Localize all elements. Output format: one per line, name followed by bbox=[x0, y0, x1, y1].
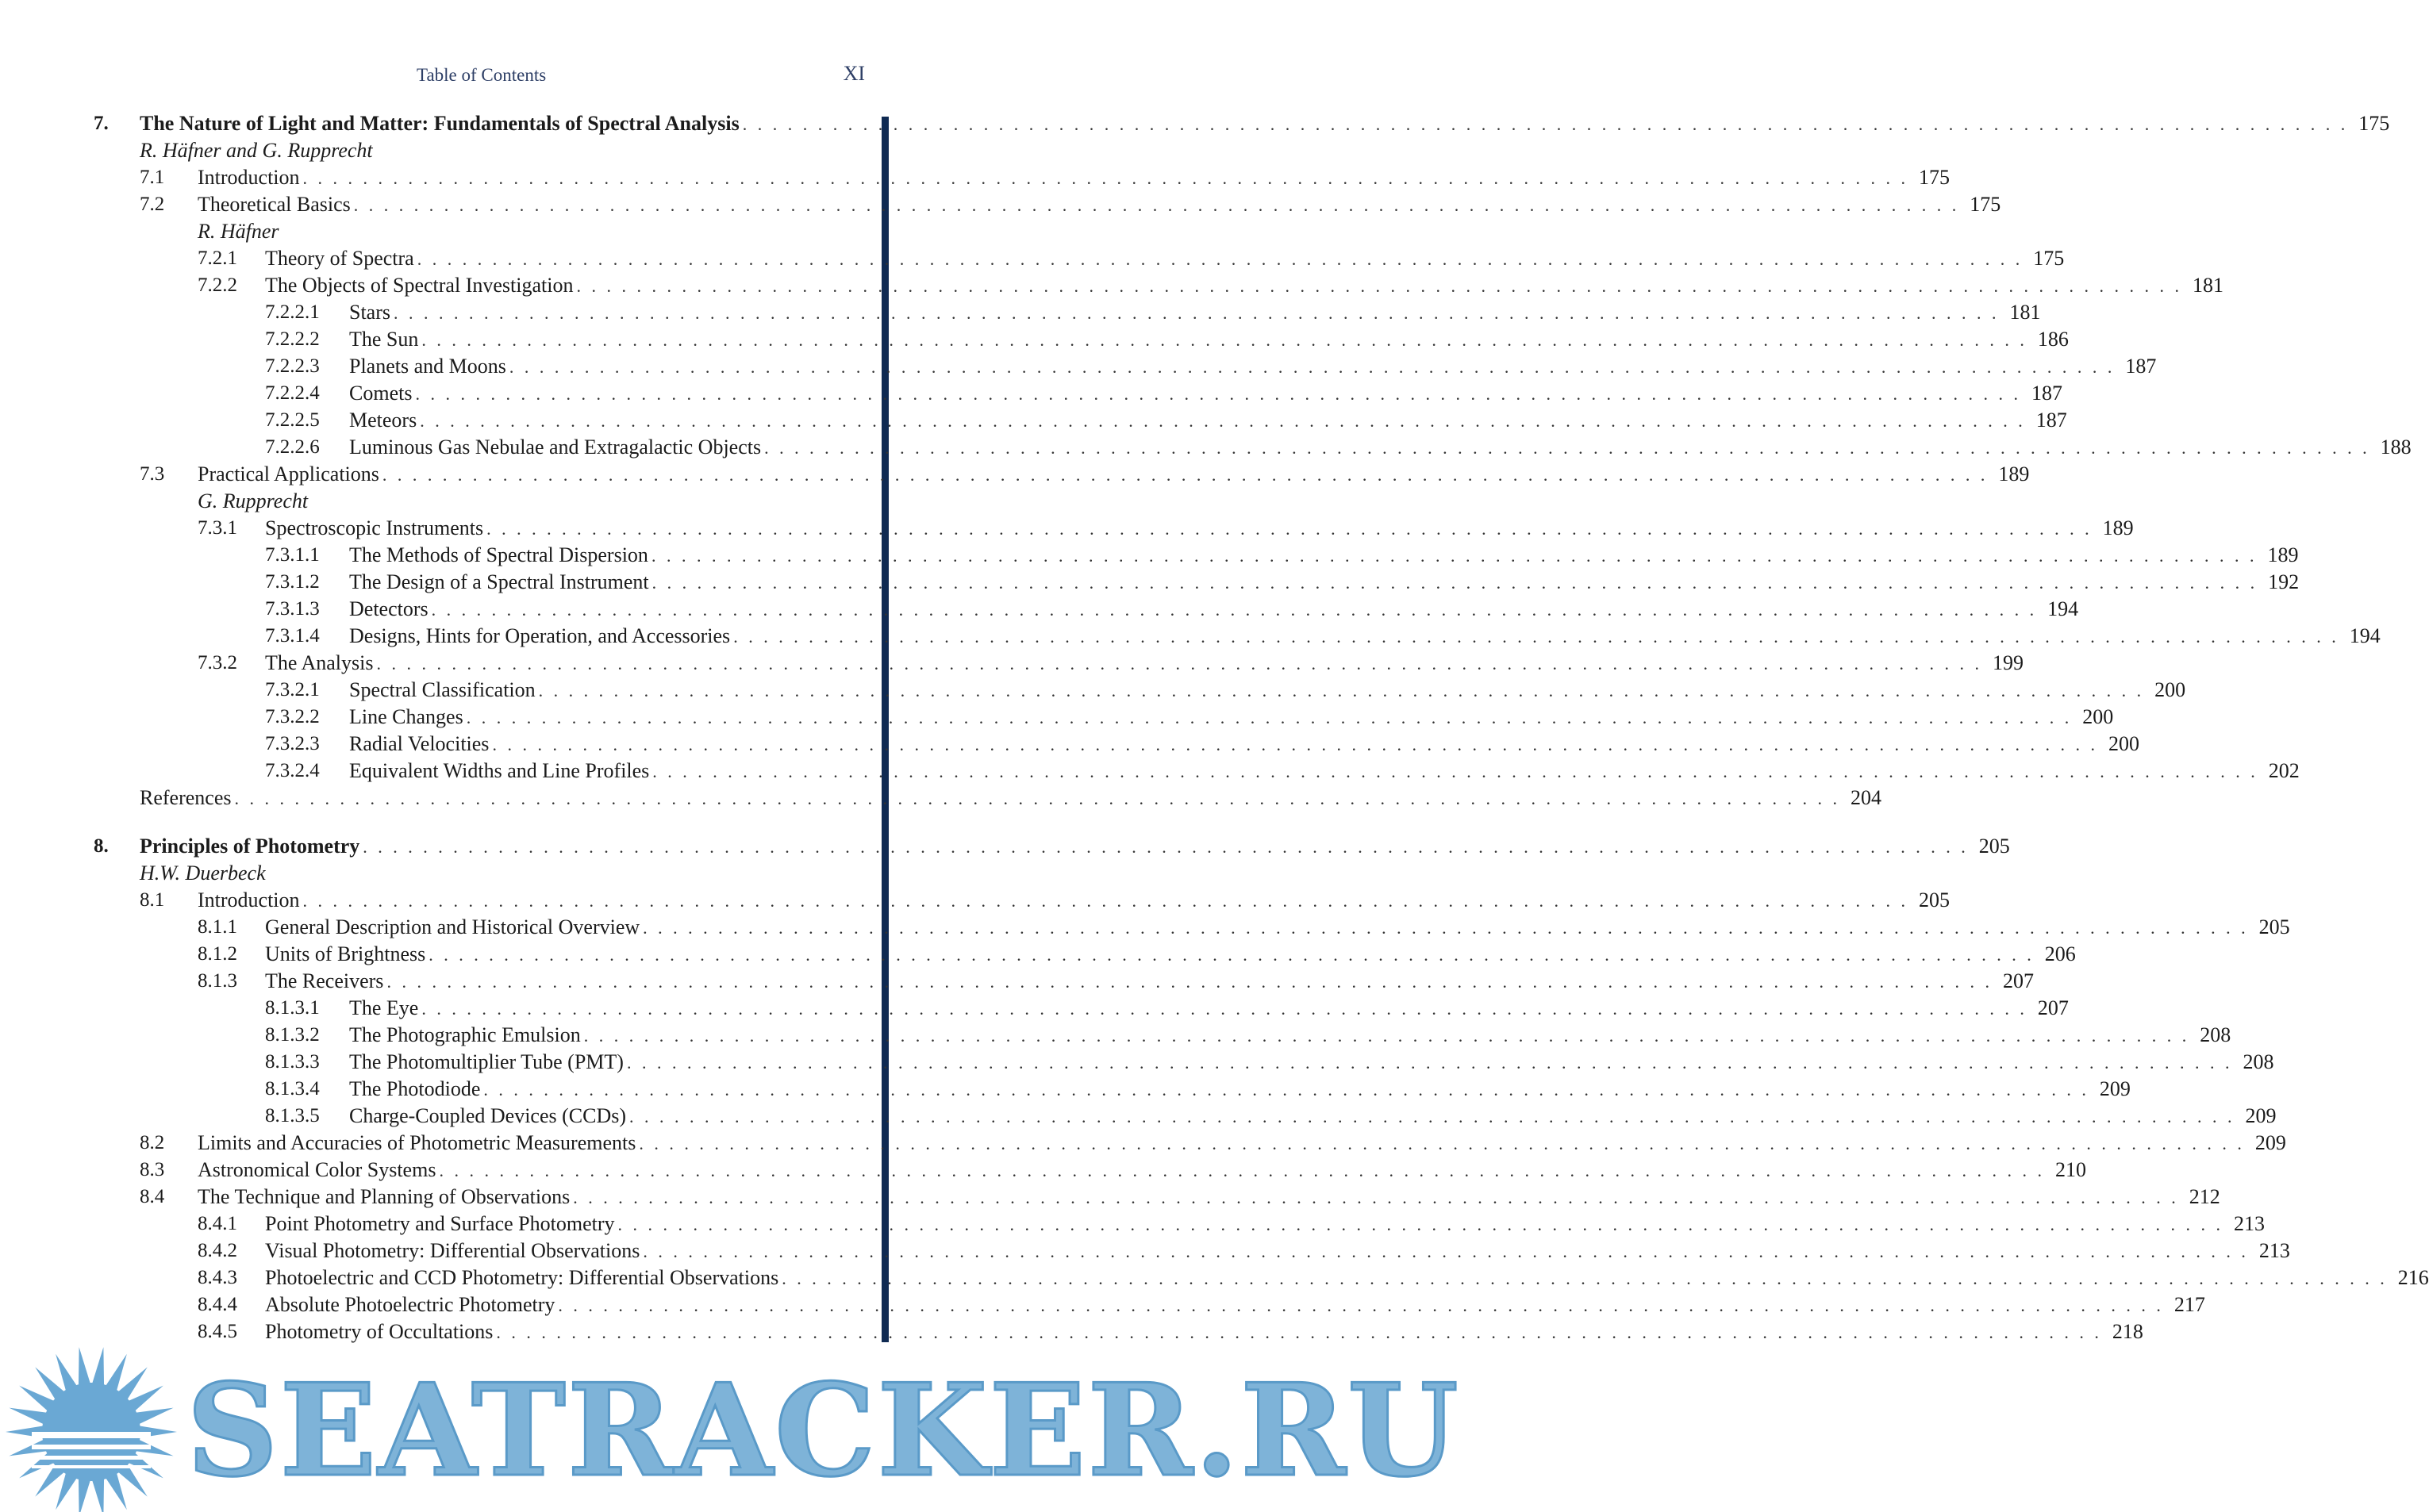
dot-leader bbox=[429, 942, 2035, 969]
toc-entry[interactable] bbox=[0, 461, 2030, 488]
dot-leader bbox=[643, 915, 2249, 942]
toc-entry-title: The Analysis bbox=[265, 651, 374, 674]
toc-entry-page: 187 bbox=[2035, 409, 2067, 432]
toc-author bbox=[0, 218, 865, 245]
dot-leader bbox=[539, 677, 2145, 704]
toc-author-name: H.W. Duerbeck bbox=[140, 862, 266, 885]
toc-entry[interactable] bbox=[0, 326, 2069, 353]
dot-leader bbox=[303, 165, 1909, 192]
toc-entry[interactable] bbox=[0, 569, 2300, 596]
toc-entry-number: 8.1.1 bbox=[198, 916, 237, 938]
toc-entry-number: 7.2.2.6 bbox=[265, 436, 320, 458]
toc-chapter-entry[interactable] bbox=[0, 833, 2010, 860]
toc-entry-page: 207 bbox=[2002, 969, 2034, 992]
dot-leader bbox=[782, 1265, 2388, 1292]
dot-leader bbox=[432, 597, 2038, 624]
toc-entry[interactable] bbox=[0, 380, 2062, 407]
toc-entry-page: 209 bbox=[2245, 1104, 2277, 1127]
toc-entry-page: 186 bbox=[2037, 328, 2069, 351]
toc-entry-page: 208 bbox=[2243, 1050, 2274, 1073]
toc-entry-number: 7.3.1.3 bbox=[265, 598, 320, 620]
toc-entry[interactable] bbox=[0, 1238, 2290, 1264]
toc-entry[interactable] bbox=[0, 677, 2186, 704]
toc-entry[interactable] bbox=[0, 596, 2079, 623]
dot-leader bbox=[651, 543, 2258, 570]
dot-leader bbox=[394, 300, 2000, 327]
toc-entry[interactable] bbox=[0, 245, 2065, 272]
toc-entry-title: Principles of Photometry bbox=[140, 835, 360, 858]
toc-entry-page: 212 bbox=[2189, 1185, 2220, 1208]
dot-leader bbox=[421, 996, 2027, 1023]
toc-entry-title: Meteors bbox=[349, 409, 417, 432]
toc-entry-title: Photometry of Occultations bbox=[265, 1320, 494, 1343]
toc-entry-number: 7.3.2.4 bbox=[265, 760, 320, 781]
dot-leader bbox=[627, 1050, 2233, 1076]
toc-author bbox=[0, 860, 865, 887]
toc-entry-page: 216 bbox=[2397, 1266, 2429, 1289]
toc-entry[interactable] bbox=[0, 1022, 2231, 1049]
toc-entry[interactable] bbox=[0, 785, 1881, 812]
toc-entry-title: The Photomultiplier Tube (PMT) bbox=[349, 1050, 624, 1073]
toc-entry-title: Stars bbox=[349, 301, 390, 324]
dot-leader bbox=[486, 516, 2093, 543]
toc-entry-number: 7.2 bbox=[140, 194, 165, 215]
dot-leader bbox=[764, 435, 2370, 462]
toc-author-name: G. Rupprecht bbox=[198, 489, 309, 512]
dot-leader bbox=[467, 704, 2073, 731]
dot-leader bbox=[576, 273, 2182, 300]
toc-entry-number: 7.3.1.2 bbox=[265, 571, 320, 593]
toc-entry-title: The Photodiode bbox=[349, 1077, 481, 1100]
toc-author-name: R. Häfner and G. Rupprecht bbox=[140, 139, 373, 162]
toc-entry[interactable] bbox=[0, 941, 2076, 968]
toc-entry[interactable] bbox=[0, 758, 2300, 785]
toc-entry-title: The Sun bbox=[349, 328, 419, 351]
toc-entry-title: Comets bbox=[349, 382, 413, 405]
dot-leader bbox=[733, 624, 2339, 650]
toc-entry-page: 213 bbox=[2234, 1212, 2266, 1235]
toc-entry-title: The Receivers bbox=[265, 969, 384, 992]
toc-entry-page: 200 bbox=[2082, 705, 2114, 728]
toc-entry-page: 194 bbox=[2349, 624, 2381, 647]
dot-leader bbox=[573, 1184, 2179, 1211]
toc-entry-title: Line Changes bbox=[349, 705, 463, 728]
toc-entry-page: 213 bbox=[2258, 1239, 2290, 1262]
toc-entry-page: 175 bbox=[2358, 112, 2390, 135]
dot-leader bbox=[415, 381, 2021, 408]
toc-entry[interactable] bbox=[0, 1184, 2220, 1211]
running-head bbox=[0, 62, 865, 89]
toc-entry-page: 194 bbox=[2047, 597, 2079, 620]
toc-entry-page: 187 bbox=[2031, 382, 2062, 405]
toc-entry-number: 8.1.2 bbox=[198, 943, 237, 965]
toc-entry-page: 175 bbox=[2033, 247, 2065, 270]
dot-leader bbox=[354, 192, 1960, 219]
toc-entry[interactable] bbox=[0, 995, 2069, 1022]
toc-chapter-entry[interactable] bbox=[0, 110, 2390, 137]
toc-entry-number: 7.2.2.4 bbox=[265, 382, 320, 404]
toc-entry-page: 187 bbox=[2125, 355, 2157, 378]
toc-entry-number: 8.1.3 bbox=[198, 970, 237, 992]
dot-leader bbox=[439, 1157, 2045, 1184]
toc-entry-number: 7.3.1.4 bbox=[265, 625, 320, 647]
toc-entry-number: 7.2.2.2 bbox=[265, 328, 320, 350]
sun-ray bbox=[92, 1347, 104, 1386]
toc-entry-page: 205 bbox=[2258, 915, 2290, 938]
toc-entry[interactable] bbox=[0, 1130, 2286, 1157]
toc-entry[interactable] bbox=[0, 353, 2157, 380]
dot-leader bbox=[743, 111, 2349, 138]
toc-entry-title: References bbox=[140, 786, 232, 809]
toc-entry-page: 192 bbox=[2268, 570, 2300, 593]
toc-entry-number: 8. bbox=[94, 835, 109, 857]
toc-entry[interactable] bbox=[0, 1049, 2274, 1076]
dot-leader bbox=[386, 969, 1993, 996]
toc-entry-page: 209 bbox=[2099, 1077, 2131, 1100]
toc-entry[interactable] bbox=[0, 407, 2067, 434]
watermark bbox=[0, 1345, 1460, 1512]
dot-leader bbox=[629, 1103, 2235, 1130]
toc-entry-number: 7.3.1.1 bbox=[265, 544, 320, 566]
dot-leader bbox=[363, 834, 1969, 861]
toc-entry[interactable] bbox=[0, 515, 2134, 542]
dot-leader bbox=[584, 1023, 2190, 1050]
sun-logo-icon bbox=[0, 1345, 183, 1512]
toc-entry-page: 181 bbox=[2192, 274, 2223, 297]
toc-entry[interactable] bbox=[0, 704, 2114, 731]
toc-entry-title: Equivalent Widths and Line Profiles bbox=[349, 759, 650, 782]
toc-entry-title: The Photographic Emulsion bbox=[349, 1023, 581, 1046]
toc-entry-title: Luminous Gas Nebulae and Extragalactic Objects bbox=[349, 436, 762, 459]
toc-entry-page: 218 bbox=[2112, 1320, 2143, 1343]
toc-entry-number: 8.2 bbox=[140, 1132, 165, 1153]
toc-entry[interactable] bbox=[0, 1157, 2086, 1184]
toc-entry-number: 8.1 bbox=[140, 889, 165, 911]
toc-entry-title: Theoretical Basics bbox=[198, 193, 351, 216]
toc-entry[interactable] bbox=[0, 1318, 2143, 1345]
toc-author bbox=[0, 137, 865, 164]
toc-entry-title: Planets and Moons bbox=[349, 355, 506, 378]
toc-entry-title: The Methods of Spectral Dispersion bbox=[349, 543, 648, 566]
dot-leader bbox=[303, 888, 1909, 915]
toc-entry[interactable] bbox=[0, 731, 2139, 758]
toc-entry-page: 200 bbox=[2154, 678, 2186, 701]
toc-entry[interactable] bbox=[0, 542, 2299, 569]
toc-entry-page: 210 bbox=[2054, 1158, 2086, 1181]
toc-entry-number: 8.1.3.3 bbox=[265, 1051, 320, 1073]
toc-entry-page: 205 bbox=[1919, 888, 1951, 911]
toc-entry-title: The Design of a Spectral Instrument bbox=[349, 570, 649, 593]
toc-entry-number: 7.2.2.1 bbox=[265, 301, 320, 323]
toc-entry-page: 181 bbox=[2009, 301, 2041, 324]
toc-entry-page: 206 bbox=[2044, 942, 2076, 965]
toc-entry-title: General Description and Historical Overview bbox=[265, 915, 640, 938]
toc-entry-number: 7.2.2.3 bbox=[265, 355, 320, 377]
toc-entry-title: Introduction bbox=[198, 888, 300, 911]
toc-entry-title: Astronomical Color Systems bbox=[198, 1158, 436, 1181]
toc-entry-page: 207 bbox=[2037, 996, 2069, 1019]
dot-leader bbox=[652, 570, 2258, 597]
toc-entry-title: The Technique and Planning of Observations bbox=[198, 1185, 571, 1208]
watermark-text: SEATRACKER.RU bbox=[186, 1356, 1460, 1505]
toc-entry-number: 8.1.3.4 bbox=[265, 1078, 320, 1099]
toc-entry-title: Point Photometry and Surface Photometry bbox=[265, 1212, 615, 1235]
toc-entry-page: 188 bbox=[2380, 436, 2412, 459]
sun-ray bbox=[79, 1478, 90, 1512]
toc-entry-number: 7.3.2.2 bbox=[265, 706, 320, 727]
toc-entry-number: 8.4.5 bbox=[198, 1321, 237, 1342]
dot-leader bbox=[509, 354, 2116, 381]
toc-entry-title: Spectral Classification bbox=[349, 678, 536, 701]
sun-ray bbox=[79, 1347, 90, 1386]
toc-entry-page: 175 bbox=[1919, 166, 1951, 189]
dot-leader bbox=[618, 1211, 2224, 1238]
dot-leader bbox=[377, 650, 1983, 677]
toc-entry[interactable] bbox=[0, 299, 2041, 326]
toc-entry-number: 7.3.1 bbox=[198, 517, 237, 539]
toc-entry-number: 8.4 bbox=[140, 1186, 165, 1207]
toc-entry[interactable] bbox=[0, 914, 2290, 941]
toc-entry-title: Charge-Coupled Devices (CCDs) bbox=[349, 1104, 627, 1127]
toc-entry-title: Absolute Photoelectric Photometry bbox=[265, 1293, 555, 1316]
toc-entry[interactable] bbox=[0, 887, 1951, 914]
page-number: XI bbox=[843, 62, 865, 85]
toc-entry-number: 7.3.2 bbox=[198, 652, 237, 673]
dot-leader bbox=[496, 1319, 2102, 1346]
toc-entry-title: The Eye bbox=[349, 996, 419, 1019]
toc-entry-title: Theory of Spectra bbox=[265, 247, 414, 270]
toc-entry[interactable] bbox=[0, 434, 2412, 461]
toc-entry[interactable] bbox=[0, 272, 2223, 299]
toc-entry-number: 8.4.3 bbox=[198, 1267, 237, 1288]
dot-leader bbox=[643, 1238, 2249, 1265]
dot-leader bbox=[639, 1130, 2245, 1157]
sun-ray bbox=[135, 1408, 174, 1425]
sun-ray bbox=[92, 1478, 104, 1512]
dot-leader bbox=[234, 785, 1840, 812]
toc-entry-title: Detectors bbox=[349, 597, 429, 620]
toc-entry-number: 7.3.2.3 bbox=[265, 733, 320, 754]
toc-entry-number: 7.2.2 bbox=[198, 274, 237, 296]
toc-entry-number: 8.1.3.5 bbox=[265, 1105, 320, 1126]
toc-entry-number: 8.3 bbox=[140, 1159, 165, 1180]
toc-entry-number: 7.1 bbox=[140, 167, 165, 188]
toc-entry-page: 189 bbox=[2102, 516, 2134, 539]
toc-entry[interactable] bbox=[0, 1103, 2277, 1130]
toc-entry-title: Practical Applications bbox=[198, 462, 379, 485]
toc-entry-title: Photoelectric and CCD Photometry: Differential Observations bbox=[265, 1266, 779, 1289]
toc-entry[interactable] bbox=[0, 1076, 2131, 1103]
toc-entry-page: 209 bbox=[2254, 1131, 2286, 1154]
toc-entry-number: 7.3.2.1 bbox=[265, 679, 320, 700]
toc-entry-number: 8.1.3.2 bbox=[265, 1024, 320, 1046]
dot-leader bbox=[558, 1292, 2164, 1319]
toc-entry-title: Designs, Hints for Operation, and Accessories bbox=[349, 624, 731, 647]
toc-entry[interactable] bbox=[0, 164, 1951, 191]
toc-entry-page: 217 bbox=[2173, 1293, 2205, 1316]
toc-entry-page: 175 bbox=[1970, 193, 2001, 216]
toc-entry-page: 208 bbox=[2200, 1023, 2231, 1046]
toc-entry-title: Introduction bbox=[198, 166, 300, 189]
toc-author-name: R. Häfner bbox=[198, 220, 279, 243]
dot-leader bbox=[382, 462, 1989, 489]
dot-leader bbox=[483, 1076, 2089, 1103]
toc-entry[interactable] bbox=[0, 623, 2381, 650]
toc-entry[interactable] bbox=[0, 650, 2024, 677]
toc-entry-number: 7. bbox=[94, 113, 109, 134]
toc-entry-page: 205 bbox=[1978, 835, 2010, 858]
toc-entry-number: 7.2.1 bbox=[198, 248, 237, 269]
dot-leader bbox=[417, 246, 2024, 273]
toc-entry-title: Units of Brightness bbox=[265, 942, 426, 965]
dot-leader bbox=[492, 731, 2098, 758]
toc-entry-title: Visual Photometry: Differential Observations bbox=[265, 1239, 640, 1262]
toc-entry-page: 199 bbox=[1993, 651, 2024, 674]
toc-entry-page: 202 bbox=[2268, 759, 2300, 782]
toc-entry[interactable] bbox=[0, 1211, 2266, 1238]
toc-entry-page: 189 bbox=[1998, 462, 2030, 485]
toc-entry-number: 7.3 bbox=[140, 463, 165, 485]
toc-entry-title: Spectroscopic Instruments bbox=[265, 516, 484, 539]
dot-leader bbox=[420, 408, 2026, 435]
toc-author bbox=[0, 488, 865, 515]
toc-entry-number: 8.1.3.1 bbox=[265, 997, 320, 1019]
toc-entry-title: The Objects of Spectral Investigation bbox=[265, 274, 574, 297]
toc-entry-title: Limits and Accuracies of Photometric Measurements bbox=[198, 1131, 636, 1154]
toc-entry-title: Radial Velocities bbox=[349, 732, 490, 755]
toc-entry-number: 8.4.4 bbox=[198, 1294, 237, 1315]
dot-leader bbox=[421, 327, 2027, 354]
dot-leader bbox=[652, 758, 2258, 785]
toc-entry-number: 8.4.1 bbox=[198, 1213, 237, 1234]
toc-entry[interactable] bbox=[0, 1291, 2205, 1318]
toc-entry-number: 7.2.2.5 bbox=[265, 409, 320, 431]
toc-entry-page: 200 bbox=[2108, 732, 2139, 755]
toc-entry-page: 204 bbox=[1850, 786, 1881, 809]
toc-entry[interactable] bbox=[0, 1264, 2429, 1291]
toc-entry-number: 8.4.2 bbox=[198, 1240, 237, 1261]
toc-entry-page: 189 bbox=[2267, 543, 2299, 566]
toc-entry[interactable] bbox=[0, 191, 2001, 218]
toc-entry[interactable] bbox=[0, 968, 2034, 995]
sun-ray bbox=[9, 1408, 48, 1425]
running-head-title: Table of Contents bbox=[417, 65, 547, 85]
toc-entry-title: The Nature of Light and Matter: Fundamentals of Spectral Analysis bbox=[140, 112, 740, 135]
